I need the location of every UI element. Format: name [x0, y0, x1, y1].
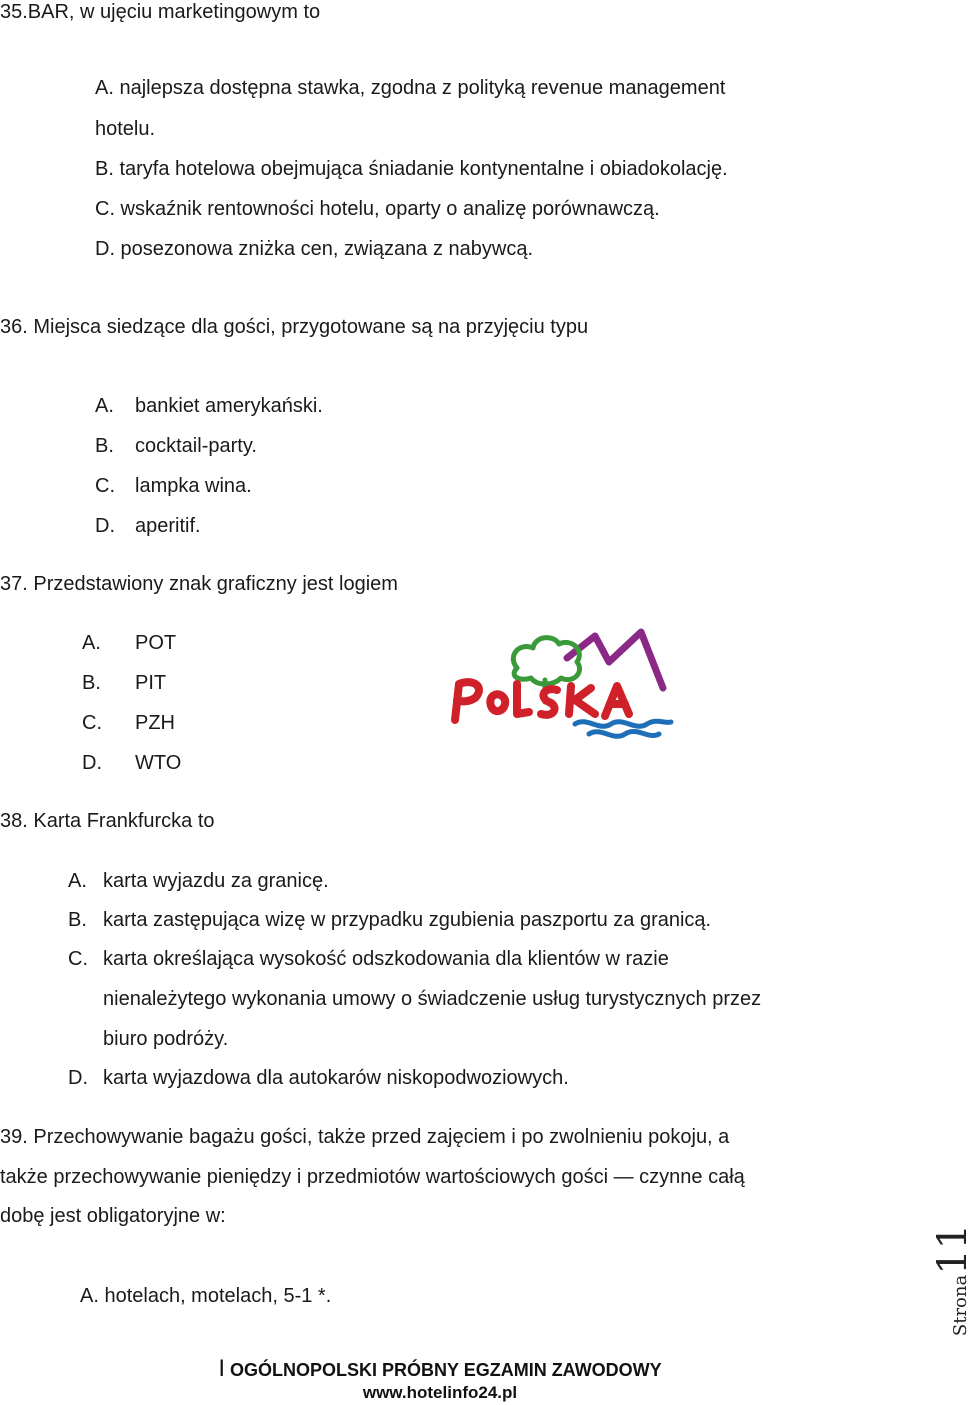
- footer-title: [0, 1355, 880, 1382]
- logo-wave-1: [575, 721, 671, 726]
- q38-option-a-text: karta wyjazdu za granicę.: [103, 870, 329, 892]
- q37-question: 37. Przedstawiony znak graficzny jest logiem: [0, 573, 398, 595]
- q36-option-a-letter: A.: [95, 395, 114, 417]
- q36-option-b-letter: B.: [95, 435, 114, 457]
- q37-option-a-text: POT: [135, 632, 177, 654]
- q38-option-a-letter: A.: [68, 870, 87, 892]
- polska-logo: [445, 628, 677, 740]
- q36-option-c-letter: C.: [95, 475, 115, 497]
- q35-option-b: B. taryfa hotelowa obejmująca śniadanie kontynentalne i obiadokolację.: [95, 158, 728, 180]
- q37-option-d-text: WTO: [135, 752, 182, 774]
- q39-option-a: A. hotelach, motelach, 5-1 *.: [80, 1285, 332, 1307]
- logo-lettering: [455, 682, 629, 720]
- page-label-word: Strona: [950, 1274, 971, 1337]
- q37-option-b-letter: B.: [82, 672, 101, 694]
- q38-option-c-cont2: biuro podróży.: [103, 1028, 229, 1050]
- q36-question: 36. Miejsca siedzące dla gości, przygotowane są na przyjęciu typu: [0, 316, 589, 338]
- logo-mountain-stroke: [567, 632, 663, 688]
- q35-option-a: A. najlepsza dostępna stawka, zgodna z polityką revenue management: [95, 77, 726, 99]
- q35-option-a-cont: hotelu.: [95, 118, 156, 140]
- q38-option-c-letter: C.: [68, 948, 88, 970]
- q38-question: 38. Karta Frankfurcka to: [0, 810, 215, 832]
- page-label-number: 11: [930, 1223, 976, 1275]
- q36-option-d-letter: D.: [95, 515, 115, 537]
- footer-title-text: OGÓLNOPOLSKI PRÓBNY EGZAMIN ZAWODOWY: [230, 1360, 662, 1380]
- q36-option-b-text: cocktail-party.: [135, 435, 257, 457]
- q39-question-line1: 39. Przechowywanie bagażu gości, także przed zajęciem i po zwolnieniu pokoju, a: [0, 1126, 730, 1148]
- q38-option-d-letter: D.: [68, 1067, 88, 1089]
- q37-option-c-letter: C.: [82, 712, 102, 734]
- logo-tree-crown: [513, 638, 579, 684]
- q39-question-line3: dobę jest obligatoryjne w:: [0, 1205, 226, 1227]
- q37-option-d-letter: D.: [82, 752, 102, 774]
- footer-roman: I: [218, 1355, 225, 1382]
- q37-option-a-letter: A.: [82, 632, 101, 654]
- page-number-label: [930, 1223, 976, 1337]
- q38-option-d-text: karta wyjazdowa dla autokarów niskopodwoziowych.: [103, 1067, 569, 1089]
- logo-wave-2: [589, 731, 659, 736]
- q35-question: 35.BAR, w ujęciu marketingowym to: [0, 1, 321, 23]
- q37-option-b-text: PIT: [135, 672, 167, 694]
- q38-option-b-letter: B.: [68, 909, 87, 931]
- q35-option-d: D. posezonowa zniżka cen, związana z nabywcą.: [95, 238, 534, 260]
- q35-option-c: C. wskaźnik rentowności hotelu, oparty o analizę porównawczą.: [95, 198, 660, 220]
- footer-url: www.hotelinfo24.pl: [362, 1383, 518, 1402]
- q38-option-c-cont1: nienależytego wykonania umowy o świadczenie usług turystycznych przez: [103, 988, 762, 1010]
- q36-option-a-text: bankiet amerykański.: [135, 395, 323, 417]
- q39-question-line2: także przechowywanie pieniędzy i przedmiotów wartościowych gości — czynne całą: [0, 1166, 745, 1188]
- q37-option-c-text: PZH: [135, 712, 175, 734]
- q38-option-b-text: karta zastępująca wizę w przypadku zgubienia paszportu za granicą.: [103, 909, 712, 931]
- q36-option-d-text: aperitif.: [135, 515, 201, 537]
- q38-option-c-text: karta określająca wysokość odszkodowania dla klientów w razie: [103, 948, 669, 970]
- q36-option-c-text: lampka wina.: [135, 475, 252, 497]
